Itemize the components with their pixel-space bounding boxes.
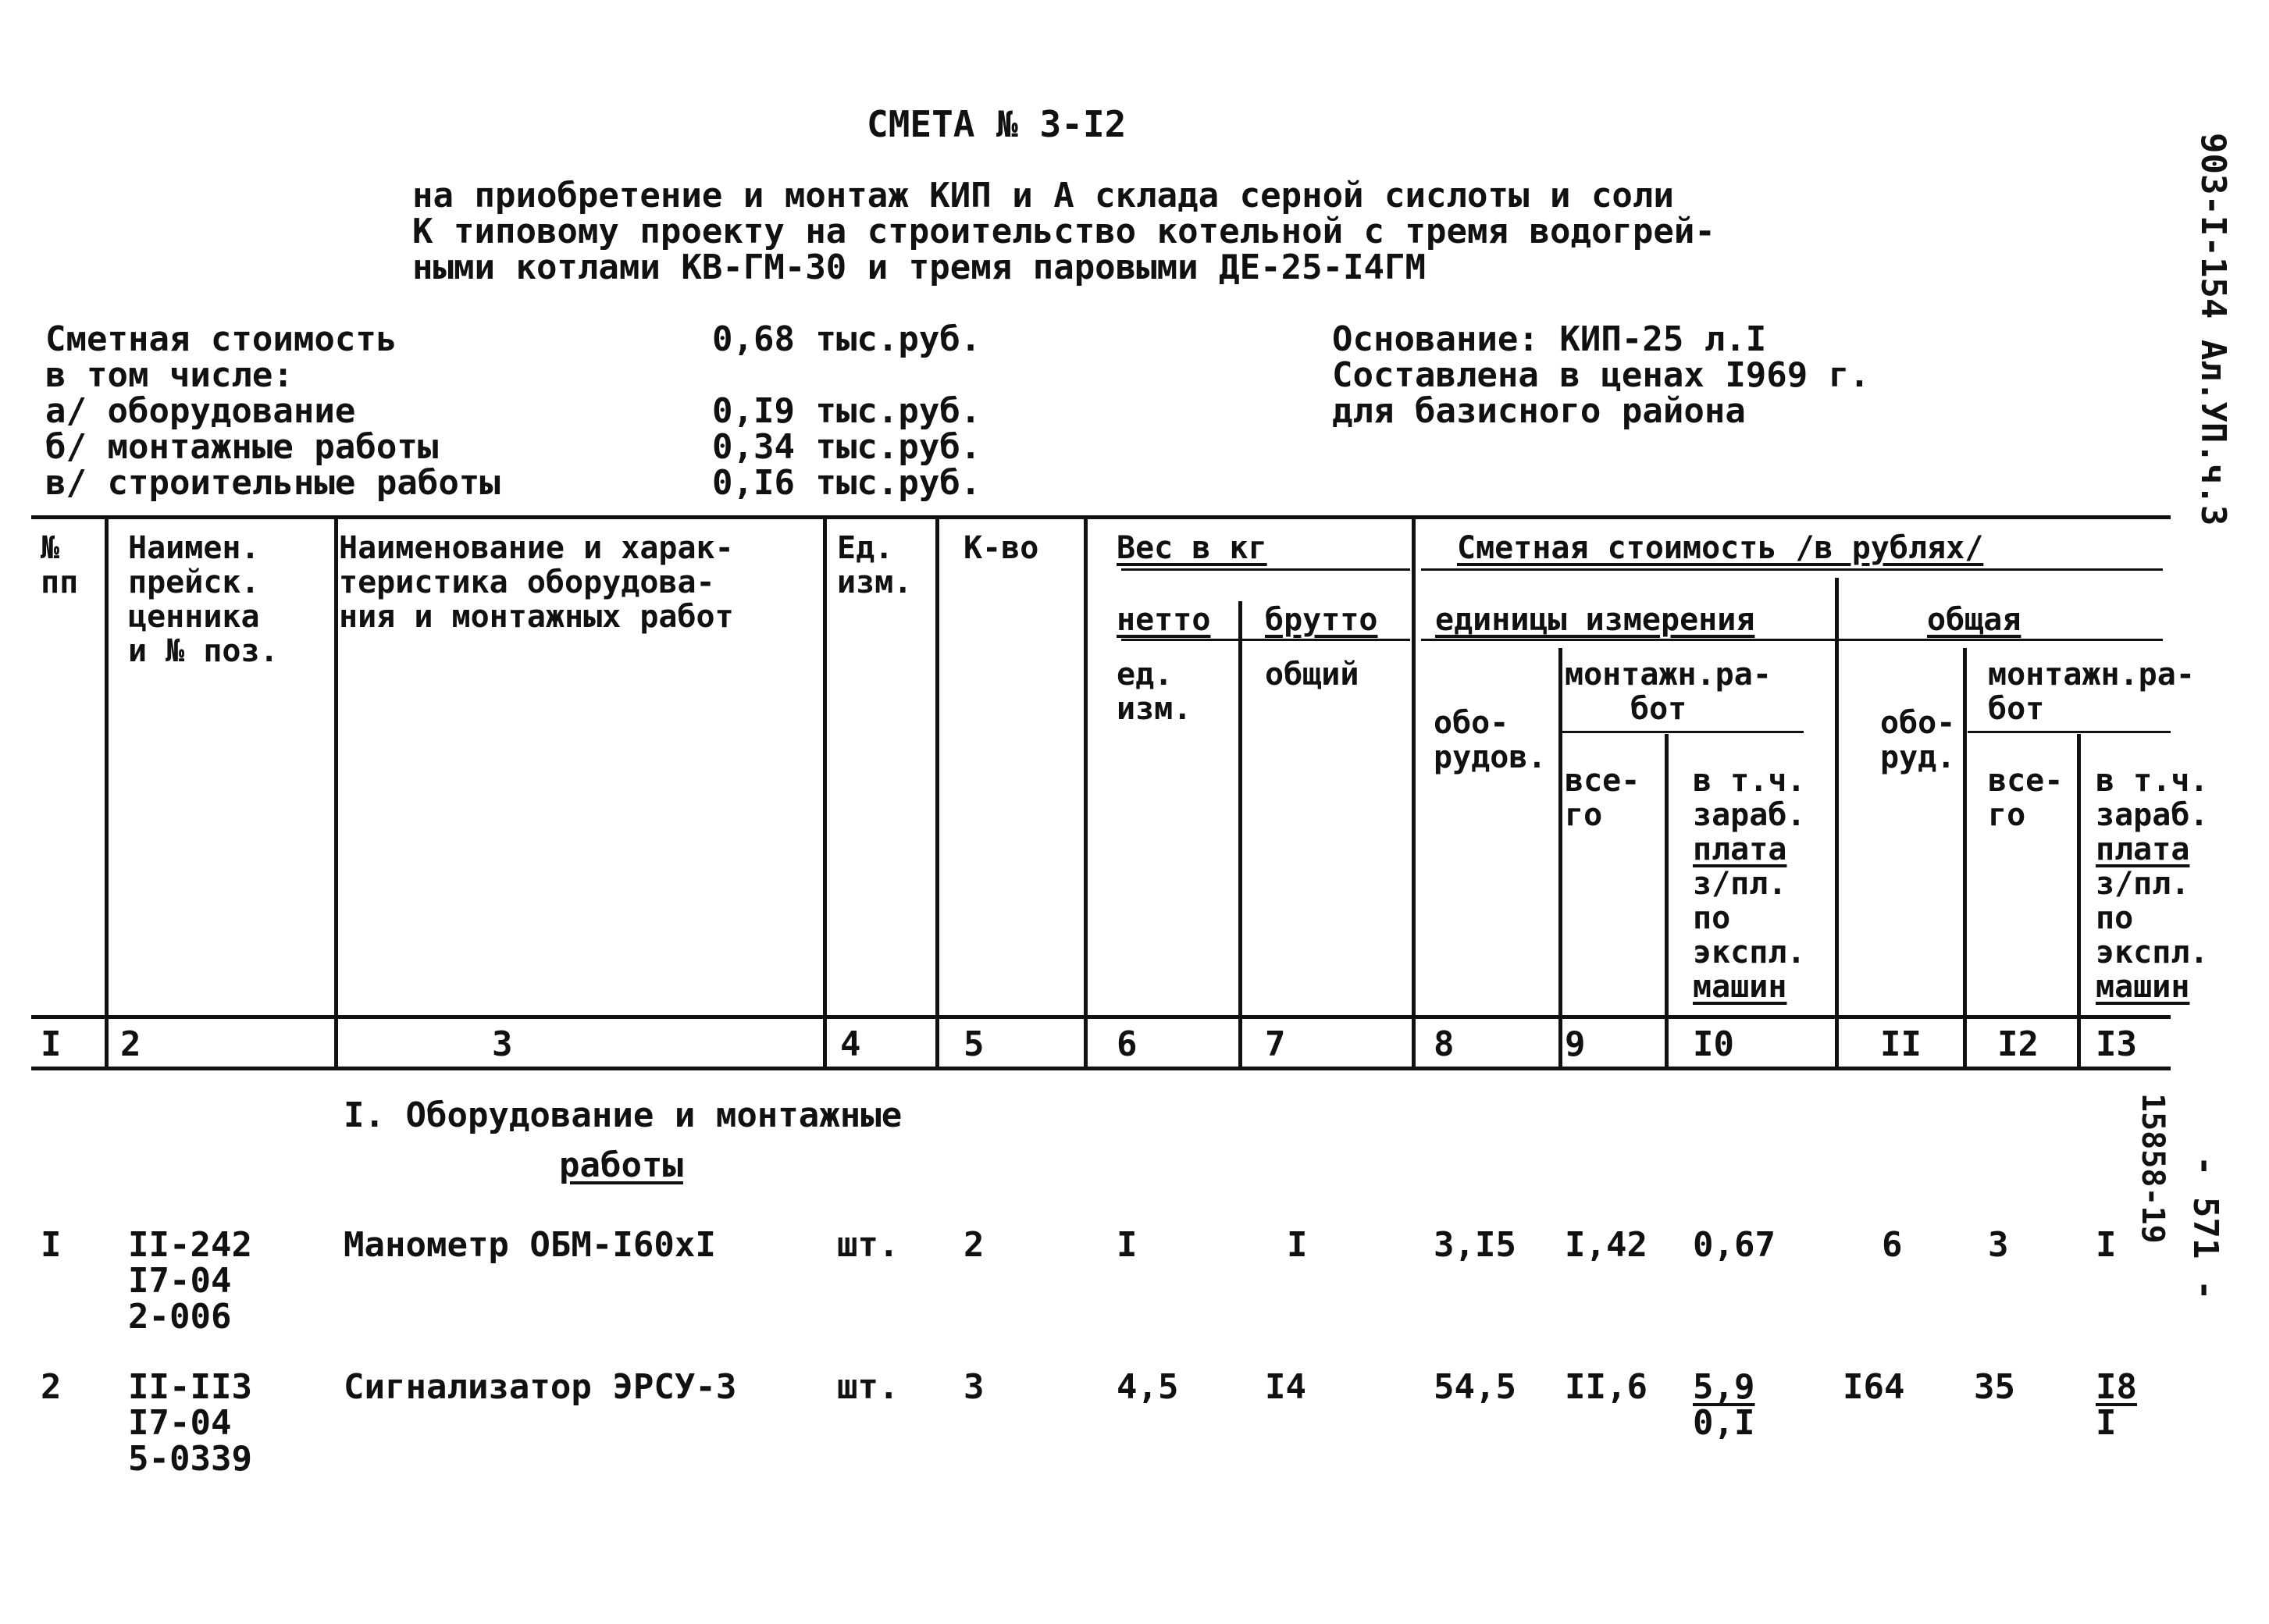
row1-unit: шт. — [837, 1225, 899, 1265]
header-bottom-rule — [31, 1015, 2171, 1019]
h-brutto: брутто — [1265, 602, 1378, 638]
colnum-12: I2 — [1997, 1024, 2039, 1064]
col-line-4 — [935, 515, 939, 1070]
basis-line-1: Основание: КИП-25 л.I — [1332, 319, 1767, 359]
subtitle-line-3: ными котлами КВ-ГМ-30 и тремя паровыми ДЕ-25-I4ГМ — [412, 248, 1427, 287]
colnum-8: 8 — [1434, 1024, 1455, 1064]
rule-unit — [1421, 639, 2163, 641]
colnum-11: II — [1880, 1024, 1922, 1064]
row1-qty: 2 — [964, 1225, 985, 1265]
h-c8: обо- рудов. — [1434, 705, 1547, 775]
col-line-6 — [1238, 601, 1242, 1070]
side-page: - 571 - — [2185, 1156, 2225, 1301]
row2-c10: 5,9 0,I — [1693, 1367, 1755, 1443]
row2-name: Сигнализатор ЭРСУ-3 — [344, 1367, 737, 1407]
col-line-1 — [105, 515, 109, 1070]
row1-name: Манометр ОБМ-I60хI — [344, 1225, 716, 1265]
section-heading: I. Оборудование и монтажные — [344, 1095, 903, 1135]
document-title: СМЕТА № 3-I2 — [867, 103, 1127, 145]
h-c4: Ед. изм. — [837, 530, 913, 600]
h-c5: К-во — [964, 530, 1039, 566]
h-c10: в т.ч. зараб. плата з/пл. по экспл. машин — [1693, 763, 1806, 1005]
section-heading-cont: работы — [559, 1145, 683, 1185]
h-mont-b: монтажн.ра- бот — [1988, 657, 2195, 727]
summary-label-4: в/ строительные работы — [45, 463, 500, 503]
row2-unit: шт. — [837, 1367, 899, 1407]
colnum-5: 5 — [964, 1024, 985, 1064]
row2-c12: 35 — [1974, 1367, 2015, 1407]
col-line-5 — [1084, 515, 1088, 1070]
row1-c8: 3,I5 — [1434, 1225, 1516, 1265]
row2-wunit: 4,5 — [1117, 1367, 1179, 1407]
basis-line-3: для базисного района — [1332, 391, 1746, 431]
h-c1: № пп — [41, 530, 79, 600]
h-cost: Сметная стоимость /в рублях/ — [1457, 530, 1984, 566]
col-line-7 — [1412, 515, 1416, 1070]
h-unit: единицы измерения — [1435, 602, 1755, 638]
summary-label-3: б/ монтажные работы — [45, 427, 439, 467]
summary-value-4: 0,I6 тыс.руб. — [712, 463, 981, 503]
row1-c11: 6 — [1882, 1225, 1903, 1265]
h-c6: ед. изм. — [1117, 657, 1192, 727]
rule-weight — [1121, 568, 1410, 571]
colnum-10: I0 — [1693, 1024, 1734, 1064]
row1-c13: I — [2096, 1225, 2117, 1265]
row1-n: I — [41, 1225, 62, 1265]
summary-label-0: Сметная стоимость — [45, 319, 397, 359]
row2-c13: I8 I — [2096, 1367, 2137, 1443]
colnum-bottom-rule — [31, 1067, 2171, 1070]
row2-c9: II,6 — [1565, 1367, 1647, 1407]
h-mont-a: монтажн.ра- бот — [1565, 657, 1772, 727]
colnum-2: 2 — [120, 1024, 141, 1064]
basis-line-2: Составлена в ценах I969 г. — [1332, 355, 1870, 395]
row2-code: II-II3 I7-04 5-0339 — [128, 1367, 252, 1479]
h-total: общая — [1927, 602, 2021, 638]
side-number: 15858-19 — [2135, 1093, 2171, 1244]
col-line-12 — [2077, 734, 2081, 1070]
row1-wunit: I — [1117, 1225, 1138, 1265]
rule-cost — [1421, 568, 2163, 571]
col-line-8 — [1558, 648, 1562, 1070]
h-c7: общий — [1265, 657, 1359, 693]
h-c9: все- го — [1565, 763, 1640, 833]
table-top-rule — [31, 515, 2171, 519]
row2-n: 2 — [41, 1367, 62, 1407]
summary-value-2: 0,I9 тыс.руб. — [712, 391, 981, 431]
row2-wtotal: I4 — [1265, 1367, 1306, 1407]
colnum-6: 6 — [1117, 1024, 1138, 1064]
row1-wtotal: I — [1287, 1225, 1308, 1265]
row2-qty: 3 — [964, 1367, 985, 1407]
row2-c8: 54,5 — [1434, 1367, 1516, 1407]
col-line-10 — [1835, 578, 1839, 1070]
col-line-3 — [823, 515, 827, 1070]
rule-mont-a — [1562, 731, 1804, 733]
h-weight: Вес в кг — [1117, 530, 1267, 566]
summary-label-1: в том числе: — [45, 355, 294, 395]
colnum-7: 7 — [1265, 1024, 1286, 1064]
subtitle-line-2: К типовому проекту на строительство котельной с тремя водогрей- — [412, 212, 1715, 251]
summary-label-2: а/ оборудование — [45, 391, 356, 431]
col-line-11 — [1963, 648, 1967, 1070]
row1-code: II-242 I7-04 2-006 — [128, 1225, 252, 1337]
rule-mont-b — [1968, 731, 2171, 733]
h-netto: нетто — [1117, 602, 1211, 638]
h-c13: в т.ч. зараб. плата з/пл. по экспл. машин — [2096, 763, 2209, 1005]
h-c3: Наименование и харак- теристика оборудова- ния и монтажных работ — [339, 530, 734, 635]
h-c2: Наимен. прейск. ценника и № поз. — [128, 530, 279, 669]
row1-c10: 0,67 — [1693, 1225, 1776, 1265]
row1-c9: I,42 — [1565, 1225, 1647, 1265]
h-c11: обо- руд. — [1880, 705, 1956, 775]
colnum-13: I3 — [2096, 1024, 2137, 1064]
colnum-9: 9 — [1565, 1024, 1586, 1064]
summary-value-3: 0,34 тыс.руб. — [712, 427, 981, 467]
col-line-2 — [334, 515, 338, 1070]
row1-c12: 3 — [1988, 1225, 2009, 1265]
col-line-9 — [1665, 734, 1669, 1070]
colnum-4: 4 — [840, 1024, 861, 1064]
row2-c11: I64 — [1843, 1367, 1905, 1407]
colnum-3: 3 — [492, 1024, 513, 1064]
h-c12: все- го — [1988, 763, 2064, 833]
rule-netto — [1121, 639, 1410, 641]
summary-value-0: 0,68 тыс.руб. — [712, 319, 981, 359]
side-code: 903-I-154 Ал.УП.ч.3 — [2193, 133, 2233, 526]
subtitle-line-1: на приобретение и монтаж КИП и А склада серной сислоты и соли — [412, 176, 1674, 215]
colnum-1: I — [41, 1024, 62, 1064]
